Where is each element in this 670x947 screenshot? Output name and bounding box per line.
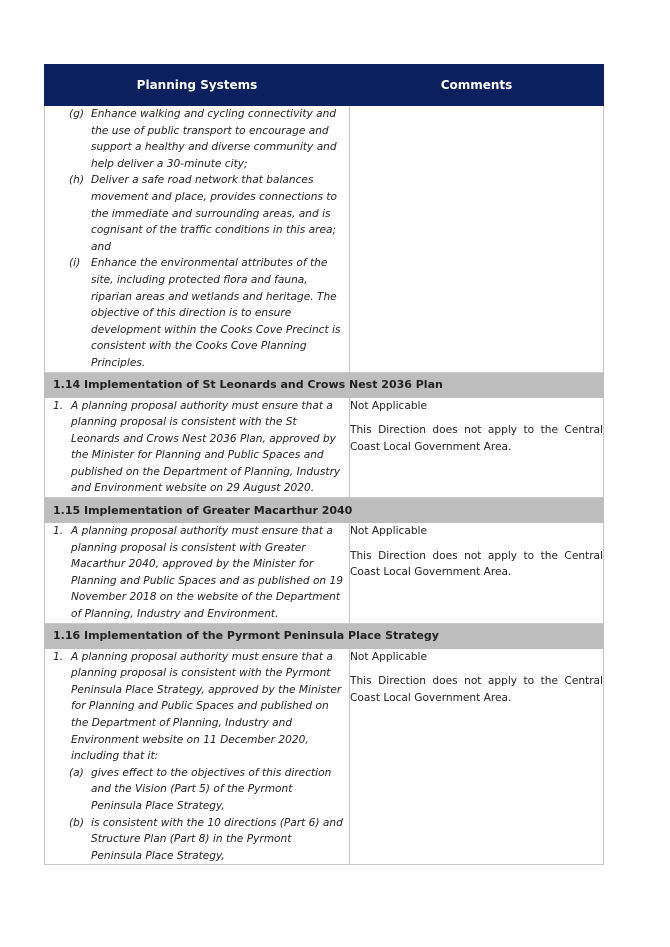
section-row-1-16	[45, 648, 604, 865]
status-text: Not Applicable	[350, 650, 428, 663]
sub-item-label: (b)	[69, 816, 84, 829]
requirement-cell	[45, 397, 350, 498]
list-item	[45, 172, 349, 255]
item-text: A planning proposal authority must ensure that a planning proposal is consistent with the Pyrmont Peninsula Place Strategy, approved by the Minister for Planning and Public Spaces and published on the Department of Planning, Industry and Environment website on 11 December 2020, including that it:	[71, 650, 342, 763]
item-text: Enhance the environmental attributes of the site, including protected flora and fauna, riparian areas and wetlands and heritage. The objective of this direction is to ensure development within the Cooks Cove Precinct is consistent with the Cooks Cove Planning Principles.	[91, 257, 341, 369]
requirement-cell	[45, 648, 350, 865]
comment-text: This Direction does not apply to the Central Coast Local Government Area.	[350, 675, 603, 704]
list-item	[45, 106, 349, 172]
section-header-1-15	[45, 498, 604, 523]
item-text: A planning proposal authority must ensure that a planning proposal is consistent with Greater Macarthur 2040, approved by the Minister for Planning and Public Spaces and as published on 19 November 2018 on the website of the Department of Planning, Industry and Environment.	[71, 525, 343, 621]
numbered-item	[45, 523, 349, 623]
item-label: (h)	[69, 174, 84, 187]
comment-text: This Direction does not apply to the Central Coast Local Government Area.	[350, 424, 603, 453]
item-number: 1.	[53, 399, 64, 412]
status-text: Not Applicable	[350, 525, 428, 538]
header-planning-systems: Planning Systems	[45, 65, 350, 106]
item-label: (g)	[69, 108, 84, 120]
sub-item	[45, 765, 349, 815]
sub-item-text: gives effect to the objectives of this direction and the Vision (Part 5) of the Pyrmont Peninsula Place Strategy,	[91, 766, 332, 812]
sub-item-label: (a)	[69, 766, 84, 779]
header-row	[45, 65, 604, 106]
numbered-item	[45, 398, 349, 498]
item-text: Enhance walking and cycling connectivity and the use of public transport to encourage and support a healthy and diverse community and help deliver a 30-minute city;	[91, 108, 337, 170]
section-title: 1.15 Implementation of Greater Macarthur 2040	[45, 498, 604, 523]
comment-cell	[350, 648, 604, 865]
numbered-item	[45, 649, 349, 765]
requirement-cell	[45, 523, 350, 624]
sub-item-text: is consistent with the 10 directions (Part 6) and Structure Plan (Part 8) in the Pyrmont Peninsula Place Strategy,	[91, 816, 343, 862]
section-row-1-15	[45, 523, 604, 624]
comment-cell	[350, 397, 604, 498]
sub-item	[45, 815, 349, 865]
section-title: 1.14 Implementation of St Leonards and Crows Nest 2036 Plan	[45, 372, 604, 397]
section-title: 1.16 Implementation of the Pyrmont Peninsula Place Strategy	[45, 623, 604, 648]
section-header-1-16	[45, 623, 604, 648]
continuation-comment-cell	[350, 106, 604, 373]
comment-cell	[350, 523, 604, 624]
section-row-1-14	[45, 397, 604, 498]
comment-text: This Direction does not apply to the Central Coast Local Government Area.	[350, 549, 603, 579]
continuation-row	[45, 106, 604, 373]
continuation-cell	[45, 106, 350, 373]
item-number: 1.	[53, 525, 64, 538]
header-comments: Comments	[350, 65, 604, 106]
item-number: 1.	[53, 650, 64, 663]
list-item	[45, 255, 349, 371]
status-text: Not Applicable	[350, 399, 428, 412]
item-text: Deliver a safe road network that balances movement and place, provides connections to the immediate and surrounding areas, and is cognisant of the traffic conditions in this area; and	[91, 174, 337, 253]
item-text: A planning proposal authority must ensure that a planning proposal is consistent with the St Leonards and Crows Nest 2036 Plan, approved by the Minister for Planning and Public Spaces and published on the Department of Planning, Industry and Environment website on 29 August 2020.	[71, 399, 341, 495]
planning-table	[44, 64, 604, 865]
item-label: (i)	[69, 257, 81, 270]
section-header-1-14	[45, 372, 604, 397]
